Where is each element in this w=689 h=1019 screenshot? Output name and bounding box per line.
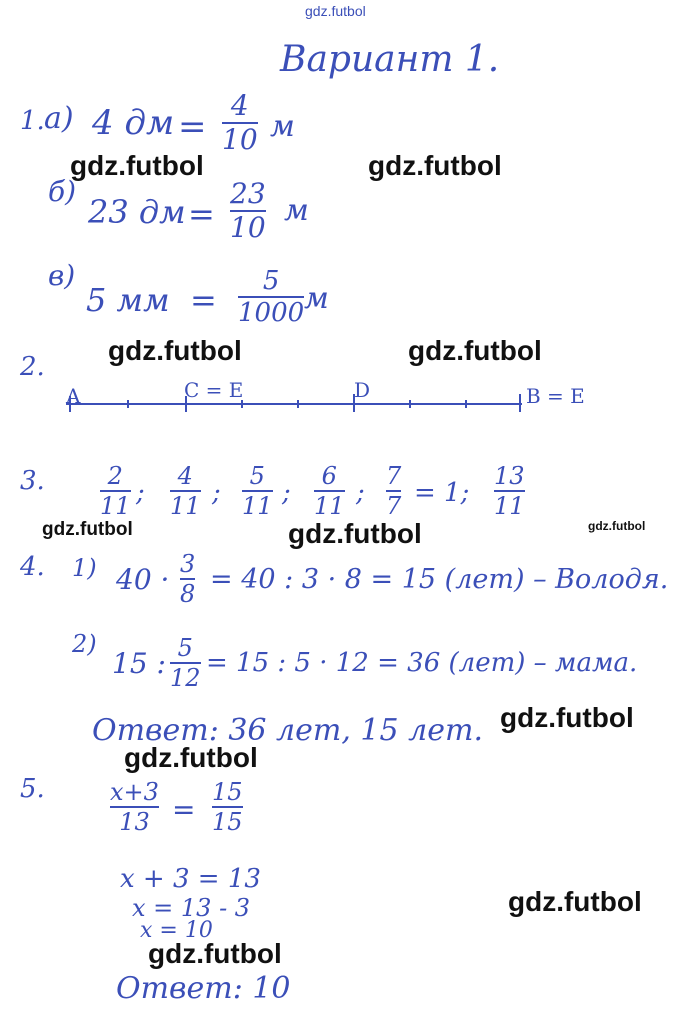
task3-fraction — [242, 464, 273, 518]
task1-a-lhs: 4 дм — [92, 103, 175, 143]
fraction-denominator: 10 — [222, 123, 258, 156]
watermark: gdz.futbol — [368, 150, 502, 181]
task3-fraction — [314, 464, 345, 518]
task4-answer: Ответ: 36 лет, 15 лет. — [92, 713, 483, 748]
fraction-denominator: 11 — [314, 492, 345, 520]
page-title: Вариант 1. — [280, 39, 500, 80]
task1-a-eq: = — [178, 107, 207, 147]
fraction-numerator: 2 — [107, 462, 123, 490]
fraction-denominator: 1000 — [238, 298, 305, 328]
task4-number: 4. — [20, 552, 45, 582]
task1-b-label: б) — [48, 175, 77, 208]
fraction-numerator: 23 — [230, 177, 266, 210]
fraction-numerator: 3 — [180, 550, 196, 578]
fraction-denominator: 11 — [170, 492, 201, 520]
fraction-numerator: x+3 — [110, 778, 159, 806]
fraction-numerator: 6 — [321, 462, 337, 490]
task4-step1-rhs: = 40 : 3 · 8 = 15 (лет) – Володя. — [210, 564, 669, 595]
task1-c-unit: м — [304, 281, 329, 316]
task3-fraction — [170, 464, 201, 518]
task3-number: 3. — [20, 466, 45, 496]
task1-a-label: а) — [44, 101, 74, 136]
fraction-numerator: 7 — [386, 462, 402, 490]
task5-line2: x = 13 - 3 — [132, 894, 251, 922]
watermark: gdz.futbol — [508, 886, 642, 917]
fraction-numerator: 5 — [177, 634, 193, 662]
fraction-numerator: 5 — [249, 462, 265, 490]
number-line — [0, 378, 689, 438]
task4-step2-rhs: = 15 : 5 · 12 = 36 (лет) – мама. — [206, 648, 638, 678]
fraction-denominator: 15 — [212, 808, 243, 836]
fraction-denominator: 13 — [119, 808, 150, 836]
separator: ; — [356, 478, 365, 508]
task5-line3: x = 10 — [140, 918, 213, 943]
task1-c-lhs: 5 мм — [86, 281, 170, 319]
task2-number: 2. — [20, 352, 45, 382]
task3-fraction — [100, 464, 131, 518]
task4-step2-label: 2) — [72, 630, 97, 658]
task5-line1: x + 3 = 13 — [120, 864, 261, 894]
task4-step1-fraction — [180, 552, 195, 606]
point-c-label: C = E — [184, 378, 244, 402]
task3-fraction — [494, 464, 525, 518]
task1-c-eq: = — [190, 281, 217, 319]
task4-step2-fraction — [170, 636, 201, 690]
fraction-denominator: 8 — [180, 580, 196, 608]
watermark: gdz.futbol — [500, 702, 634, 733]
task4-step1-label: 1) — [72, 554, 97, 582]
separator: ; — [136, 478, 145, 508]
task1-b-unit: м — [284, 193, 309, 228]
fraction-denominator: 7 — [386, 492, 402, 520]
task1-b-lhs: 23 дм — [88, 193, 186, 231]
task4-step1-lhs: 40 · — [116, 563, 170, 596]
task4-step2-lhs: 15 : — [112, 647, 166, 680]
task1-number: 1. — [20, 106, 45, 136]
fraction-numerator: 5 — [262, 266, 280, 296]
watermark: gdz.futbol — [288, 518, 422, 549]
watermark-top: gdz.futbol — [305, 3, 366, 19]
watermark: gdz.futbol — [124, 742, 258, 773]
task1-b-fraction — [230, 177, 266, 244]
task1-b-eq: = — [188, 195, 215, 233]
task5-number: 5. — [20, 774, 45, 804]
task5-answer: Ответ: 10 — [116, 971, 291, 1006]
point-d-label: D — [354, 378, 371, 402]
watermark: gdz.futbol — [70, 150, 204, 181]
separator: ; — [282, 478, 291, 508]
equals-one: = 1; — [414, 478, 470, 508]
fraction-denominator: 11 — [242, 492, 273, 520]
fraction-numerator: 4 — [230, 89, 249, 122]
watermark: gdz.futbol — [588, 519, 646, 533]
task1-c-fraction — [238, 268, 304, 326]
watermark: gdz.futbol — [42, 519, 133, 540]
fraction-numerator: 13 — [494, 462, 525, 490]
task1-c-label: в) — [48, 259, 76, 292]
task5-fraction-left — [110, 780, 159, 834]
task5-eq-sign: = — [172, 793, 196, 826]
watermark: gdz.futbol — [408, 335, 542, 366]
task3-fraction — [386, 464, 401, 518]
task1-a-fraction — [222, 89, 258, 156]
task5-fraction-right — [212, 780, 243, 834]
fraction-denominator: 11 — [100, 492, 131, 520]
fraction-denominator: 10 — [230, 211, 266, 244]
separator: ; — [212, 478, 221, 508]
fraction-denominator: 12 — [170, 664, 201, 692]
watermark: gdz.futbol — [148, 938, 282, 969]
point-a-label: A — [66, 384, 81, 408]
fraction-numerator: 15 — [212, 778, 243, 806]
fraction-denominator: 11 — [494, 492, 525, 520]
watermark: gdz.futbol — [108, 335, 242, 366]
task1-a-unit: м — [270, 109, 295, 144]
point-b-label: B = E — [526, 384, 585, 408]
fraction-numerator: 4 — [177, 462, 193, 490]
